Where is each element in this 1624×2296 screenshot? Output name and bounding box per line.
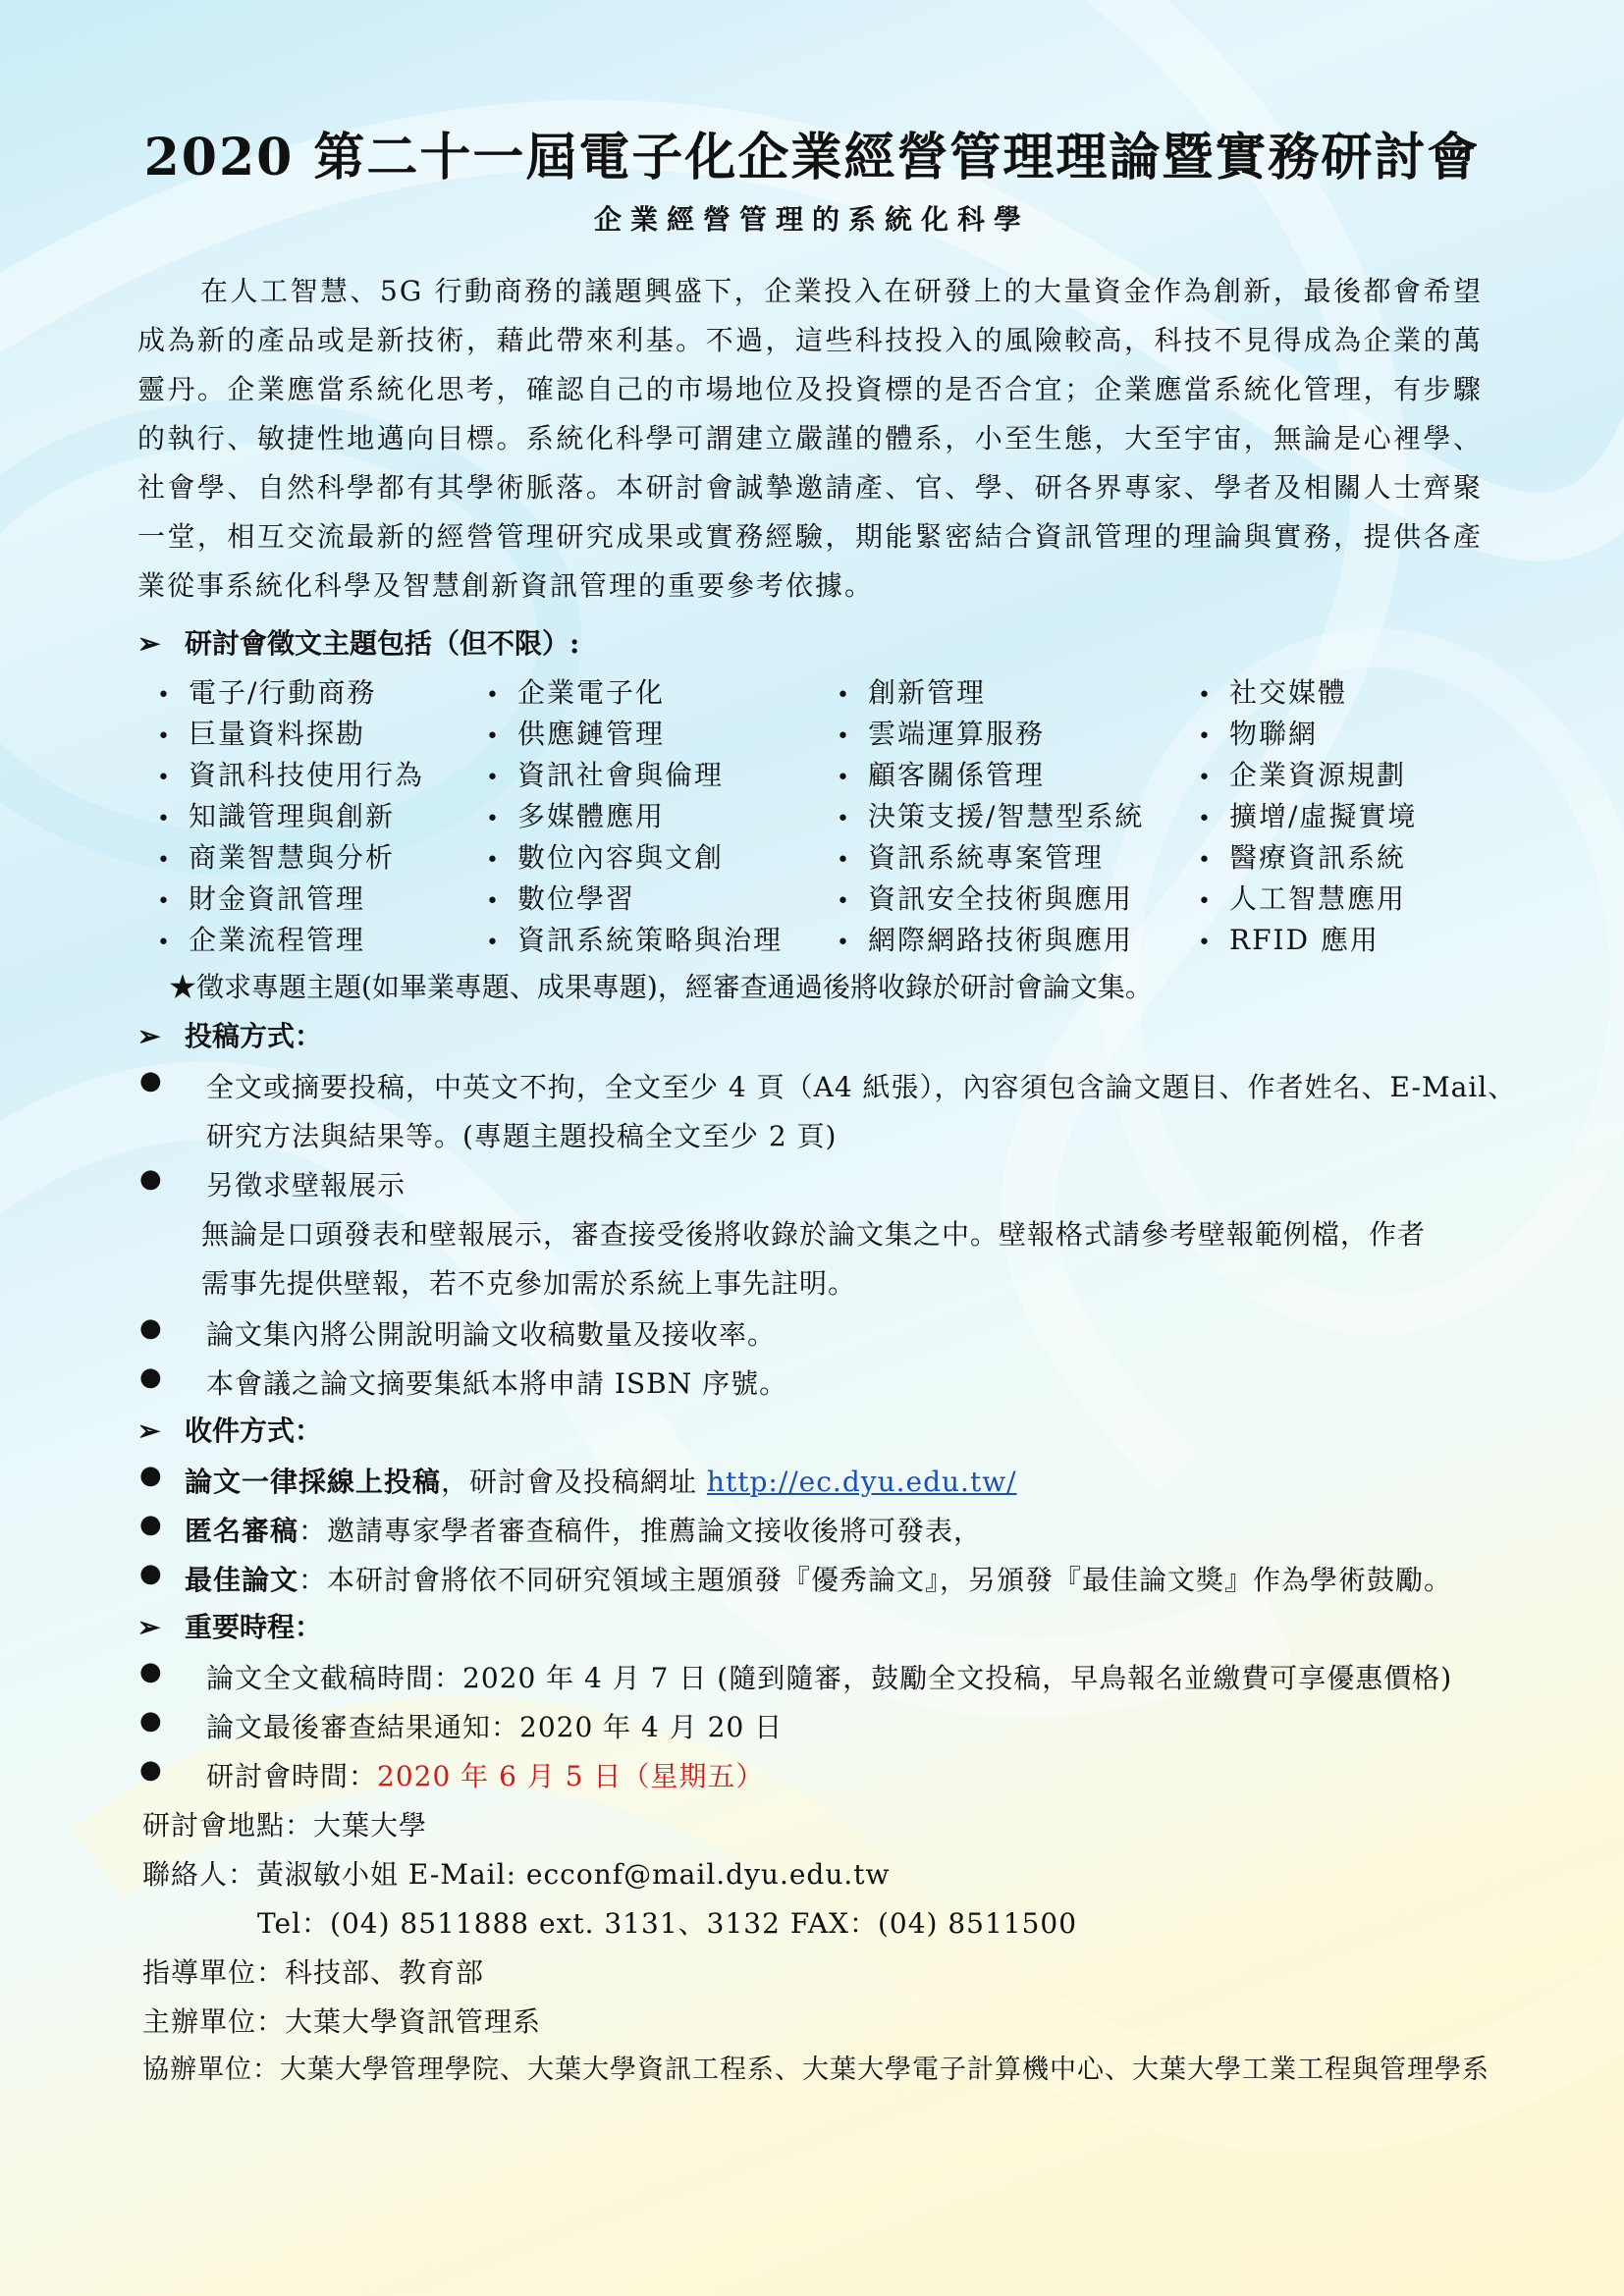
topic-item <box>837 919 1133 958</box>
conference-date: 2020 年 6 月 5 日（星期五） <box>377 1760 765 1792</box>
receiving-item-3-bold: 最佳論文 <box>185 1564 299 1596</box>
intro-text: 在人工智慧、5G 行動商務的議題興盛下，企業投入在研發上的大量資金作為創新，最後都會希望成為新的產品或是新技術，藉此帶來利基。不過，這些科技投入的風險較高，科技不見得成為企業的萬靈丹。企業應當系統化思考，確認自己的市場地位及投資標的是否合宜；企業應當系統化管理，有步驟的執行、敏捷性地邁向目標。系統化科學可謂建立嚴謹的體系，小至生態，大至宇宙，無論是心裡學、社會學、自然科學都有其學術脈落。本研討會誠摯邀請產、官、學、研各界專家、學者及相關人士齊聚一堂，相互交流最新的經營管理研究成果或實務經驗，期能緊密結合資訊管理的理論與實務，提供各產業從事系統化科學及智慧創新資訊管理的重要參考依據。 <box>137 275 1483 602</box>
topic-item <box>157 836 395 876</box>
topic-label: 知識管理與創新 <box>189 800 396 832</box>
topic-label: 數位內容與文創 <box>517 841 725 874</box>
submission-item-1: 全文或摘要投稿，中英文不拘，全文至少 4 頁（A4 紙張），內容須包含論文題目、作者姓名、E-Mail、 <box>206 1071 1517 1103</box>
contact: 聯絡人：黃淑敏小姐 E-Mail: ecconf@mail.dyu.edu.tw <box>142 1858 891 1891</box>
topic-item <box>486 919 783 958</box>
bullet-icon: • <box>1198 848 1213 873</box>
topic-item <box>157 878 365 917</box>
topic-label: 資訊系統專案管理 <box>868 841 1105 874</box>
page-title: 2020 第二十一屆電子化企業經營管理理論暨實務研討會 <box>143 128 1481 187</box>
schedule-item-3-label: 研討會時間： <box>206 1760 378 1792</box>
topic-label: 網際網路技術與應用 <box>868 924 1134 956</box>
topic-label: 企業電子化 <box>517 676 666 709</box>
bullet-icon: • <box>486 889 501 914</box>
bullet-icon: ● <box>139 1164 162 1194</box>
bullet-icon: ● <box>139 1066 162 1095</box>
topic-label: 創新管理 <box>868 676 987 709</box>
topics-header <box>137 622 579 662</box>
guidance-unit: 指導單位：科技部、教育部 <box>142 1956 485 1989</box>
receiving-item-2 <box>185 1510 982 1549</box>
topic-item <box>157 919 365 958</box>
topic-label: 雲端運算服務 <box>868 718 1046 750</box>
bullet-icon: ● <box>139 1313 162 1343</box>
topic-label: 擴增/虛擬實境 <box>1229 800 1418 832</box>
topic-label: 社交媒體 <box>1229 676 1348 709</box>
topic-label: 商業智慧與分析 <box>189 841 396 874</box>
receiving-item-3-text: ：本研討會將依不同研究領域主題頒發『優秀論文』，另頒發『最佳論文獎』作為學術鼓勵。 <box>298 1564 1453 1596</box>
topic-label: 巨量資料探勘 <box>189 718 366 750</box>
topic-item <box>1198 836 1406 876</box>
topic-item <box>157 795 395 834</box>
topic-item <box>486 713 665 752</box>
bullet-icon: • <box>1198 889 1213 914</box>
topic-item <box>1198 919 1380 958</box>
topic-item <box>837 795 1144 834</box>
submission-item-4: 本會議之論文摘要集紙本將申請 ISBN 序號。 <box>206 1367 788 1400</box>
schedule-header <box>137 1606 322 1645</box>
topic-label: 人工智慧應用 <box>1229 882 1407 915</box>
receiving-item-2-bold: 匿名審稿 <box>185 1515 299 1547</box>
submission-url-link[interactable]: http://ec.dyu.edu.tw/ <box>706 1466 1017 1498</box>
topic-label: 數位學習 <box>517 882 636 915</box>
intro-paragraph <box>137 267 1483 611</box>
topic-label: 物聯網 <box>1229 718 1319 750</box>
bullet-icon: • <box>486 848 501 873</box>
submission-header-label: 投稿方式： <box>185 1020 323 1052</box>
bullet-icon: • <box>837 683 851 708</box>
bullet-icon: • <box>157 848 172 873</box>
bullet-icon: • <box>1198 931 1213 955</box>
arrow-icon: ➢ <box>137 1415 161 1447</box>
topic-label: 資訊安全技術與應用 <box>868 882 1134 915</box>
bullet-icon: • <box>837 889 851 914</box>
bullet-icon: • <box>486 931 501 955</box>
bullet-icon: • <box>837 848 851 873</box>
receiving-header <box>137 1410 322 1449</box>
bullet-icon: • <box>837 724 851 749</box>
topics-header-label: 研討會徵文主題包括（但不限）: <box>185 627 580 660</box>
submission-item-2-cont2: 需事先提供壁報，若不克參加需於系統上事先註明。 <box>201 1267 857 1300</box>
bullet-icon: • <box>157 807 172 831</box>
topic-item <box>1198 671 1347 711</box>
arrow-icon: ➢ <box>137 627 161 660</box>
topic-item <box>486 754 724 793</box>
receiving-header-label: 收件方式： <box>185 1415 323 1447</box>
schedule-header-label: 重要時程： <box>185 1611 323 1643</box>
bullet-icon: • <box>486 724 501 749</box>
topic-item <box>486 671 665 711</box>
topic-item <box>1198 754 1406 793</box>
topic-label: 企業流程管理 <box>189 924 366 956</box>
submission-item-3: 論文集內將公開說明論文收稿數量及接收率。 <box>206 1318 777 1351</box>
bullet-icon: ● <box>139 1559 162 1588</box>
bullet-icon: • <box>837 807 851 831</box>
bullet-icon: • <box>1198 766 1213 790</box>
topic-label: 供應鏈管理 <box>517 718 666 750</box>
venue: 研討會地點：大葉大學 <box>142 1809 428 1842</box>
bullet-icon: • <box>157 766 172 790</box>
topic-item <box>157 713 365 752</box>
bullet-icon: • <box>837 931 851 955</box>
submission-item-2-cont: 無論是口頭發表和壁報展示，審查接受後將收錄於論文集之中。壁報格式請參考壁報範例檔，作者 <box>201 1218 1427 1251</box>
topic-item <box>157 671 376 711</box>
submission-header <box>137 1015 322 1054</box>
bullet-icon: • <box>486 683 501 708</box>
topic-item <box>1198 713 1318 752</box>
topic-item <box>837 671 986 711</box>
submission-item-2: 另徵求壁報展示 <box>206 1169 406 1201</box>
topic-label: 電子/行動商務 <box>189 676 377 709</box>
bullet-icon: • <box>1198 683 1213 708</box>
receiving-item-1-text: ，研討會及投稿網址 <box>441 1466 707 1498</box>
topic-label: 決策支援/智慧型系統 <box>868 800 1145 832</box>
schedule-item-3 <box>206 1755 764 1794</box>
bullet-icon: ● <box>139 1706 162 1735</box>
topic-label: 企業資源規劃 <box>1229 759 1407 791</box>
bullet-icon: • <box>837 766 851 790</box>
bullet-icon: ● <box>139 1755 162 1785</box>
arrow-icon: ➢ <box>137 1611 161 1643</box>
bullet-icon: ● <box>139 1510 162 1539</box>
arrow-icon: ➢ <box>137 1020 161 1052</box>
cohost-unit: 協辦單位：大葉大學管理學院、大葉大學資訊工程系、大葉大學電子計算機中心、大葉大學工業工程與管理學系 <box>142 2055 1489 2085</box>
bullet-icon: • <box>157 724 172 749</box>
bullet-icon: ● <box>139 1657 162 1686</box>
topic-item <box>486 878 635 917</box>
bullet-icon: • <box>1198 807 1213 831</box>
topic-label: 多媒體應用 <box>517 800 666 832</box>
bullet-icon: ● <box>139 1461 162 1490</box>
bullet-icon: • <box>486 766 501 790</box>
contact-phone: Tel：(04) 8511888 ext. 3131、3132 FAX：(04) 8511500 <box>257 1907 1078 1940</box>
receiving-item-3 <box>185 1559 1452 1598</box>
special-topic-note: ★徵求專題主題(如畢業專題、成果專題)，經審查通過後將收錄於研討會論文集。 <box>169 971 1153 1003</box>
page-subtitle: 企業經營管理的系統化科學 <box>593 203 1030 236</box>
topic-item <box>157 754 424 793</box>
topic-item <box>837 878 1133 917</box>
topic-item <box>486 836 724 876</box>
host-unit: 主辦單位：大葉大學資訊管理系 <box>142 2005 542 2038</box>
receiving-item-1-bold: 論文一律採線上投稿 <box>185 1466 442 1498</box>
bullet-icon: • <box>486 807 501 831</box>
topic-label: 醫療資訊系統 <box>1229 841 1407 874</box>
receiving-item-2-text: ：邀請專家學者審查稿件，推薦論文接收後將可發表， <box>298 1515 983 1547</box>
topic-item <box>1198 878 1406 917</box>
receiving-item-1 <box>185 1461 1017 1500</box>
topic-label: 資訊系統策略與治理 <box>517 924 784 956</box>
submission-item-1-cont: 研究方法與結果等。(專題主題投稿全文至少 2 頁) <box>206 1120 838 1152</box>
topic-item <box>837 713 1045 752</box>
bullet-icon: ● <box>139 1362 162 1392</box>
topic-item <box>837 754 1045 793</box>
bullet-icon: • <box>157 889 172 914</box>
topic-label: RFID 應用 <box>1229 924 1380 956</box>
topic-label: 資訊科技使用行為 <box>189 759 425 791</box>
bullet-icon: • <box>1198 724 1213 749</box>
topic-item <box>486 795 665 834</box>
topic-label: 財金資訊管理 <box>189 882 366 915</box>
schedule-item-2: 論文最後審查結果通知：2020 年 4 月 20 日 <box>206 1711 784 1743</box>
topic-item <box>1198 795 1417 834</box>
bullet-icon: • <box>157 931 172 955</box>
schedule-item-1: 論文全文截稿時間：2020 年 4 月 7 日 (隨到隨審，鼓勵全文投稿，早鳥報名並繳費可享優惠價格) <box>206 1662 1453 1694</box>
topic-item <box>837 836 1104 876</box>
topic-label: 資訊社會與倫理 <box>517 759 725 791</box>
bullet-icon: • <box>157 683 172 708</box>
topic-label: 顧客關係管理 <box>868 759 1046 791</box>
